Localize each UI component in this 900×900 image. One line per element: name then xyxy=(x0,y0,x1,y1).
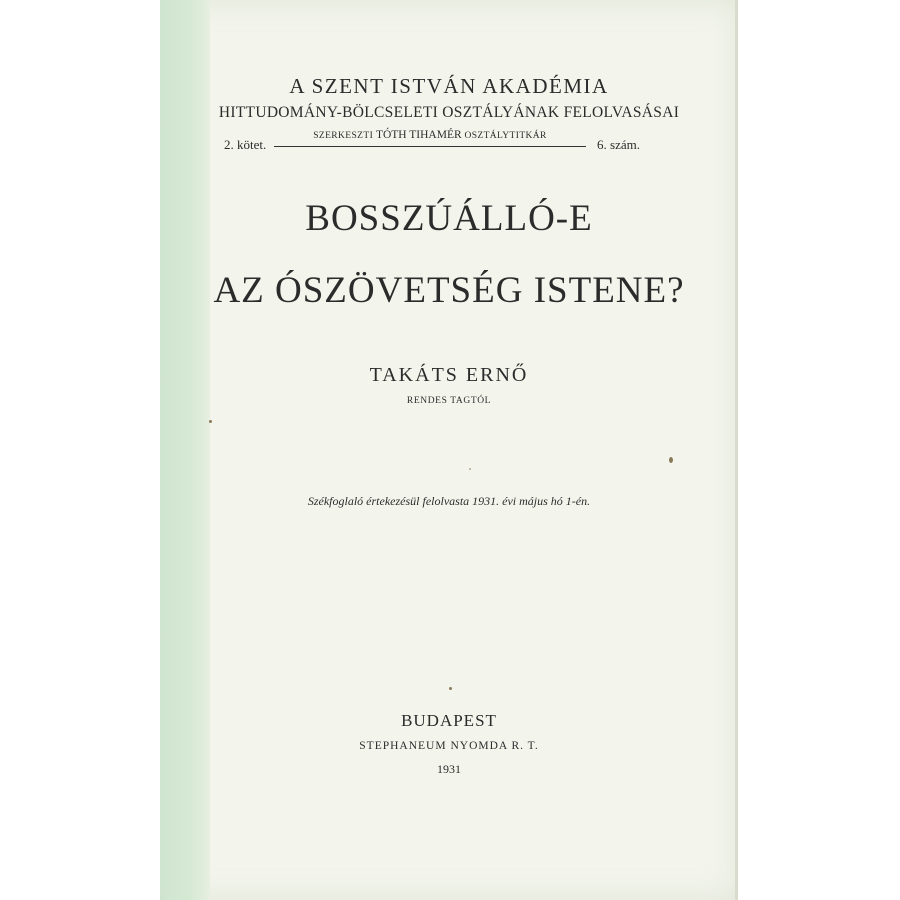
editor-prefix: SZERKESZTI xyxy=(313,131,374,141)
imprint-year: 1931 xyxy=(437,762,461,776)
paper-speck xyxy=(449,687,452,690)
series-subtitle: HITTUDOMÁNY-BÖLCSELETI OSZTÁLYÁNAK FELOLVASÁSAI xyxy=(218,104,680,121)
number-label: 6. szám. xyxy=(597,137,640,152)
series-title: A SZENT ISTVÁN AKADÉMIA xyxy=(289,74,609,98)
editor-name: TÓTH TIHAMÉR xyxy=(375,129,462,141)
editor-row xyxy=(224,129,640,153)
editor-line xyxy=(274,129,586,141)
author-name: TAKÁTS ERNŐ xyxy=(369,364,529,386)
imprint-place: BUDAPEST xyxy=(401,711,497,730)
title-page xyxy=(160,0,738,900)
main-title-line-1: BOSSZÚÁLLÓ-E xyxy=(305,198,593,239)
imprint-printer: STEPHANEUM NYOMDA R. T. xyxy=(359,740,539,752)
editor-suffix: OSZTÁLYTITKÁR xyxy=(464,131,547,141)
paper-speck xyxy=(669,457,673,463)
paper-speck xyxy=(209,420,212,423)
occasion-note: Székfoglaló értekezésül felolvasta 1931. évi május hó 1-én. xyxy=(307,494,591,508)
main-title-line-2: AZ ÓSZÖVETSÉG ISTENE? xyxy=(213,270,685,311)
paper-speck xyxy=(469,468,471,470)
author-role: RENDES TAGTÓL xyxy=(406,396,492,406)
divider-rule xyxy=(274,146,586,147)
volume-label: 2. kötet. xyxy=(224,137,267,152)
